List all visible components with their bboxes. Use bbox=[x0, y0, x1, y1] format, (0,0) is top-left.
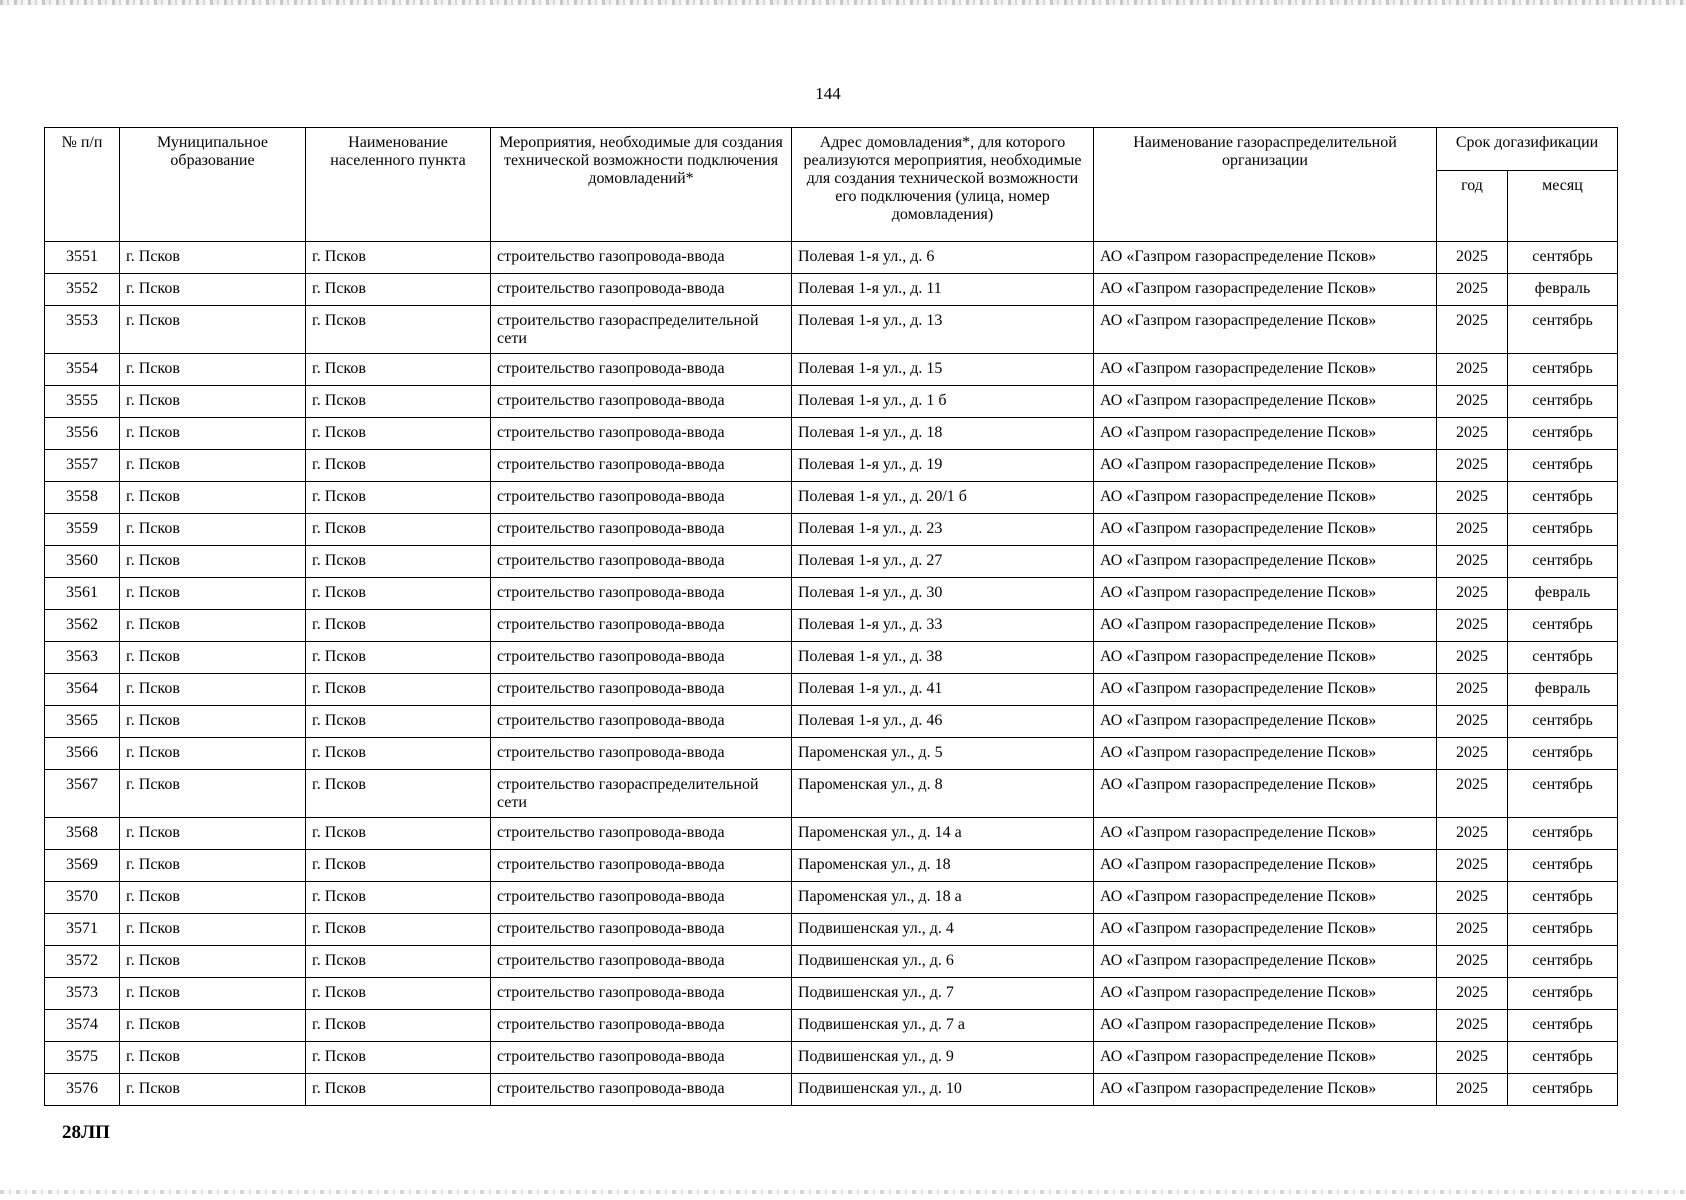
table-row bbox=[45, 274, 1618, 306]
table-row bbox=[45, 610, 1618, 642]
cell-municipality: г. Псков bbox=[120, 642, 306, 674]
header-num: № п/п bbox=[45, 128, 120, 242]
cell-settlement: г. Псков bbox=[306, 1042, 491, 1074]
cell-settlement: г. Псков bbox=[306, 770, 491, 818]
cell-year: 2025 bbox=[1437, 610, 1508, 642]
cell-measure: строительство газопровода-ввода bbox=[491, 274, 792, 306]
cell-year: 2025 bbox=[1437, 1010, 1508, 1042]
cell-year: 2025 bbox=[1437, 386, 1508, 418]
cell-year: 2025 bbox=[1437, 770, 1508, 818]
scan-edge-top bbox=[0, 0, 1686, 5]
cell-measure: строительство газопровода-ввода bbox=[491, 882, 792, 914]
table-row bbox=[45, 354, 1618, 386]
cell-organization: АО «Газпром газораспределение Псков» bbox=[1094, 450, 1437, 482]
cell-num: 3552 bbox=[45, 274, 120, 306]
cell-address: Полевая 1-я ул., д. 1 б bbox=[792, 386, 1094, 418]
cell-address: Пароменская ул., д. 18 а bbox=[792, 882, 1094, 914]
cell-measure: строительство газопровода-ввода bbox=[491, 706, 792, 738]
cell-organization: АО «Газпром газораспределение Псков» bbox=[1094, 674, 1437, 706]
cell-settlement: г. Псков bbox=[306, 514, 491, 546]
cell-month: сентябрь bbox=[1508, 482, 1618, 514]
cell-municipality: г. Псков bbox=[120, 306, 306, 354]
cell-municipality: г. Псков bbox=[120, 482, 306, 514]
cell-year: 2025 bbox=[1437, 818, 1508, 850]
table-row bbox=[45, 1042, 1618, 1074]
cell-organization: АО «Газпром газораспределение Псков» bbox=[1094, 914, 1437, 946]
cell-year: 2025 bbox=[1437, 450, 1508, 482]
cell-year: 2025 bbox=[1437, 482, 1508, 514]
cell-measure: строительство газопровода-ввода bbox=[491, 914, 792, 946]
cell-year: 2025 bbox=[1437, 306, 1508, 354]
cell-num: 3556 bbox=[45, 418, 120, 450]
cell-month: сентябрь bbox=[1508, 242, 1618, 274]
cell-num: 3554 bbox=[45, 354, 120, 386]
header-deadline: Срок догазификации bbox=[1437, 128, 1618, 171]
cell-month: сентябрь bbox=[1508, 1042, 1618, 1074]
cell-organization: АО «Газпром газораспределение Псков» bbox=[1094, 706, 1437, 738]
cell-municipality: г. Псков bbox=[120, 610, 306, 642]
cell-organization: АО «Газпром газораспределение Псков» bbox=[1094, 1010, 1437, 1042]
header-settlement: Наименование населенного пункта bbox=[306, 128, 491, 242]
cell-organization: АО «Газпром газораспределение Псков» bbox=[1094, 978, 1437, 1010]
cell-measure: строительство газопровода-ввода bbox=[491, 642, 792, 674]
cell-address: Пароменская ул., д. 18 bbox=[792, 850, 1094, 882]
cell-organization: АО «Газпром газораспределение Псков» bbox=[1094, 818, 1437, 850]
cell-settlement: г. Псков bbox=[306, 738, 491, 770]
cell-address: Полевая 1-я ул., д. 6 bbox=[792, 242, 1094, 274]
cell-settlement: г. Псков bbox=[306, 354, 491, 386]
table-row bbox=[45, 1010, 1618, 1042]
cell-year: 2025 bbox=[1437, 1074, 1508, 1106]
cell-year: 2025 bbox=[1437, 738, 1508, 770]
cell-address: Полевая 1-я ул., д. 33 bbox=[792, 610, 1094, 642]
cell-month: сентябрь bbox=[1508, 738, 1618, 770]
cell-municipality: г. Псков bbox=[120, 914, 306, 946]
cell-month: сентябрь bbox=[1508, 850, 1618, 882]
cell-municipality: г. Псков bbox=[120, 1010, 306, 1042]
cell-year: 2025 bbox=[1437, 514, 1508, 546]
cell-measure: строительство газопровода-ввода bbox=[491, 242, 792, 274]
cell-measure: строительство газопровода-ввода bbox=[491, 850, 792, 882]
cell-municipality: г. Псков bbox=[120, 818, 306, 850]
cell-num: 3565 bbox=[45, 706, 120, 738]
cell-organization: АО «Газпром газораспределение Псков» bbox=[1094, 578, 1437, 610]
cell-month: сентябрь bbox=[1508, 882, 1618, 914]
cell-address: Полевая 1-я ул., д. 13 bbox=[792, 306, 1094, 354]
cell-municipality: г. Псков bbox=[120, 354, 306, 386]
cell-address: Полевая 1-я ул., д. 15 bbox=[792, 354, 1094, 386]
cell-address: Пароменская ул., д. 14 а bbox=[792, 818, 1094, 850]
cell-settlement: г. Псков bbox=[306, 450, 491, 482]
cell-address: Подвишенская ул., д. 6 bbox=[792, 946, 1094, 978]
cell-settlement: г. Псков bbox=[306, 578, 491, 610]
cell-organization: АО «Газпром газораспределение Псков» bbox=[1094, 546, 1437, 578]
table-row bbox=[45, 242, 1618, 274]
table-row bbox=[45, 818, 1618, 850]
table-row bbox=[45, 946, 1618, 978]
table-row bbox=[45, 706, 1618, 738]
scan-edge-bottom bbox=[0, 1190, 1686, 1194]
cell-num: 3574 bbox=[45, 1010, 120, 1042]
table-row bbox=[45, 386, 1618, 418]
cell-measure: строительство газопровода-ввода bbox=[491, 1042, 792, 1074]
cell-settlement: г. Псков bbox=[306, 978, 491, 1010]
table-row bbox=[45, 642, 1618, 674]
table-row bbox=[45, 450, 1618, 482]
cell-settlement: г. Псков bbox=[306, 946, 491, 978]
cell-month: февраль bbox=[1508, 578, 1618, 610]
cell-municipality: г. Псков bbox=[120, 514, 306, 546]
cell-num: 3555 bbox=[45, 386, 120, 418]
cell-measure: строительство газопровода-ввода bbox=[491, 674, 792, 706]
cell-settlement: г. Псков bbox=[306, 306, 491, 354]
cell-organization: АО «Газпром газораспределение Псков» bbox=[1094, 1074, 1437, 1106]
table-row bbox=[45, 514, 1618, 546]
cell-address: Подвишенская ул., д. 4 bbox=[792, 914, 1094, 946]
cell-address: Полевая 1-я ул., д. 23 bbox=[792, 514, 1094, 546]
cell-organization: АО «Газпром газораспределение Псков» bbox=[1094, 946, 1437, 978]
cell-organization: АО «Газпром газораспределение Псков» bbox=[1094, 642, 1437, 674]
cell-month: сентябрь bbox=[1508, 610, 1618, 642]
cell-settlement: г. Псков bbox=[306, 274, 491, 306]
cell-num: 3563 bbox=[45, 642, 120, 674]
cell-year: 2025 bbox=[1437, 418, 1508, 450]
cell-month: сентябрь bbox=[1508, 946, 1618, 978]
cell-organization: АО «Газпром газораспределение Псков» bbox=[1094, 514, 1437, 546]
cell-municipality: г. Псков bbox=[120, 418, 306, 450]
cell-address: Подвишенская ул., д. 7 а bbox=[792, 1010, 1094, 1042]
cell-num: 3558 bbox=[45, 482, 120, 514]
cell-year: 2025 bbox=[1437, 946, 1508, 978]
cell-organization: АО «Газпром газораспределение Псков» bbox=[1094, 386, 1437, 418]
cell-year: 2025 bbox=[1437, 546, 1508, 578]
table-header bbox=[45, 128, 1618, 242]
cell-address: Полевая 1-я ул., д. 27 bbox=[792, 546, 1094, 578]
gasification-table bbox=[44, 127, 1618, 1106]
cell-address: Полевая 1-я ул., д. 38 bbox=[792, 642, 1094, 674]
cell-organization: АО «Газпром газораспределение Псков» bbox=[1094, 242, 1437, 274]
cell-num: 3576 bbox=[45, 1074, 120, 1106]
cell-organization: АО «Газпром газораспределение Псков» bbox=[1094, 274, 1437, 306]
cell-settlement: г. Псков bbox=[306, 642, 491, 674]
cell-measure: строительство газопровода-ввода bbox=[491, 1074, 792, 1106]
cell-num: 3553 bbox=[45, 306, 120, 354]
cell-address: Пароменская ул., д. 8 bbox=[792, 770, 1094, 818]
cell-measure: строительство газопровода-ввода bbox=[491, 354, 792, 386]
cell-num: 3575 bbox=[45, 1042, 120, 1074]
table-row bbox=[45, 1074, 1618, 1106]
cell-organization: АО «Газпром газораспределение Псков» bbox=[1094, 738, 1437, 770]
cell-num: 3570 bbox=[45, 882, 120, 914]
cell-num: 3551 bbox=[45, 242, 120, 274]
cell-settlement: г. Псков bbox=[306, 706, 491, 738]
cell-organization: АО «Газпром газораспределение Псков» bbox=[1094, 850, 1437, 882]
cell-month: февраль bbox=[1508, 674, 1618, 706]
cell-num: 3567 bbox=[45, 770, 120, 818]
cell-municipality: г. Псков bbox=[120, 978, 306, 1010]
cell-measure: строительство газопровода-ввода bbox=[491, 578, 792, 610]
cell-num: 3569 bbox=[45, 850, 120, 882]
cell-settlement: г. Псков bbox=[306, 242, 491, 274]
cell-year: 2025 bbox=[1437, 242, 1508, 274]
cell-year: 2025 bbox=[1437, 354, 1508, 386]
cell-municipality: г. Псков bbox=[120, 770, 306, 818]
cell-municipality: г. Псков bbox=[120, 450, 306, 482]
cell-measure: строительство газопровода-ввода bbox=[491, 450, 792, 482]
cell-settlement: г. Псков bbox=[306, 882, 491, 914]
header-municipality: Муниципальное образование bbox=[120, 128, 306, 242]
table-row bbox=[45, 418, 1618, 450]
cell-address: Полевая 1-я ул., д. 19 bbox=[792, 450, 1094, 482]
cell-year: 2025 bbox=[1437, 706, 1508, 738]
cell-address: Подвишенская ул., д. 10 bbox=[792, 1074, 1094, 1106]
cell-municipality: г. Псков bbox=[120, 546, 306, 578]
cell-organization: АО «Газпром газораспределение Псков» bbox=[1094, 770, 1437, 818]
cell-organization: АО «Газпром газораспределение Псков» bbox=[1094, 1042, 1437, 1074]
cell-municipality: г. Псков bbox=[120, 674, 306, 706]
cell-settlement: г. Псков bbox=[306, 818, 491, 850]
cell-year: 2025 bbox=[1437, 914, 1508, 946]
cell-municipality: г. Псков bbox=[120, 1074, 306, 1106]
table-row bbox=[45, 850, 1618, 882]
cell-measure: строительство газопровода-ввода bbox=[491, 738, 792, 770]
cell-year: 2025 bbox=[1437, 642, 1508, 674]
table-row bbox=[45, 578, 1618, 610]
cell-settlement: г. Псков bbox=[306, 914, 491, 946]
cell-year: 2025 bbox=[1437, 882, 1508, 914]
cell-num: 3560 bbox=[45, 546, 120, 578]
cell-municipality: г. Псков bbox=[120, 274, 306, 306]
cell-month: сентябрь bbox=[1508, 306, 1618, 354]
cell-num: 3572 bbox=[45, 946, 120, 978]
table-row bbox=[45, 482, 1618, 514]
cell-organization: АО «Газпром газораспределение Псков» bbox=[1094, 882, 1437, 914]
cell-month: сентябрь bbox=[1508, 354, 1618, 386]
cell-month: сентябрь bbox=[1508, 978, 1618, 1010]
header-month: месяц bbox=[1508, 171, 1618, 242]
footer-code: 28ЛП bbox=[62, 1122, 110, 1143]
cell-year: 2025 bbox=[1437, 674, 1508, 706]
table-row bbox=[45, 306, 1618, 354]
cell-address: Полевая 1-я ул., д. 41 bbox=[792, 674, 1094, 706]
cell-num: 3568 bbox=[45, 818, 120, 850]
cell-settlement: г. Псков bbox=[306, 610, 491, 642]
cell-municipality: г. Псков bbox=[120, 850, 306, 882]
cell-num: 3564 bbox=[45, 674, 120, 706]
cell-month: сентябрь bbox=[1508, 770, 1618, 818]
cell-measure: строительство газораспределительной сети bbox=[491, 306, 792, 354]
cell-num: 3559 bbox=[45, 514, 120, 546]
cell-measure: строительство газопровода-ввода bbox=[491, 482, 792, 514]
cell-measure: строительство газопровода-ввода bbox=[491, 818, 792, 850]
cell-municipality: г. Псков bbox=[120, 386, 306, 418]
cell-municipality: г. Псков bbox=[120, 738, 306, 770]
cell-measure: строительство газопровода-ввода bbox=[491, 946, 792, 978]
cell-address: Пароменская ул., д. 5 bbox=[792, 738, 1094, 770]
cell-num: 3573 bbox=[45, 978, 120, 1010]
cell-address: Подвишенская ул., д. 9 bbox=[792, 1042, 1094, 1074]
cell-month: сентябрь bbox=[1508, 514, 1618, 546]
cell-month: сентябрь bbox=[1508, 418, 1618, 450]
cell-month: сентябрь bbox=[1508, 450, 1618, 482]
header-measures: Мероприятия, необходимые для создания технической возможности подключения домовладений* bbox=[491, 128, 792, 242]
header-address: Адрес домовладения*, для которого реализуются мероприятия, необходимые для создания технической возможности его подключения (улица, номер домовладения) bbox=[792, 128, 1094, 242]
cell-measure: строительство газораспределительной сети bbox=[491, 770, 792, 818]
cell-settlement: г. Псков bbox=[306, 482, 491, 514]
cell-year: 2025 bbox=[1437, 1042, 1508, 1074]
table-row bbox=[45, 914, 1618, 946]
cell-measure: строительство газопровода-ввода bbox=[491, 610, 792, 642]
table-row bbox=[45, 738, 1618, 770]
cell-organization: АО «Газпром газораспределение Псков» bbox=[1094, 418, 1437, 450]
cell-organization: АО «Газпром газораспределение Псков» bbox=[1094, 354, 1437, 386]
cell-address: Полевая 1-я ул., д. 11 bbox=[792, 274, 1094, 306]
cell-month: сентябрь bbox=[1508, 546, 1618, 578]
cell-measure: строительство газопровода-ввода bbox=[491, 978, 792, 1010]
cell-month: сентябрь bbox=[1508, 1010, 1618, 1042]
cell-settlement: г. Псков bbox=[306, 386, 491, 418]
cell-year: 2025 bbox=[1437, 978, 1508, 1010]
table-row bbox=[45, 546, 1618, 578]
cell-organization: АО «Газпром газораспределение Псков» bbox=[1094, 610, 1437, 642]
cell-num: 3562 bbox=[45, 610, 120, 642]
cell-month: сентябрь bbox=[1508, 386, 1618, 418]
cell-address: Полевая 1-я ул., д. 18 bbox=[792, 418, 1094, 450]
cell-settlement: г. Псков bbox=[306, 418, 491, 450]
cell-month: сентябрь bbox=[1508, 706, 1618, 738]
cell-settlement: г. Псков bbox=[306, 1010, 491, 1042]
cell-measure: строительство газопровода-ввода bbox=[491, 1010, 792, 1042]
cell-num: 3566 bbox=[45, 738, 120, 770]
cell-municipality: г. Псков bbox=[120, 882, 306, 914]
cell-year: 2025 bbox=[1437, 274, 1508, 306]
cell-address: Полевая 1-я ул., д. 20/1 б bbox=[792, 482, 1094, 514]
cell-municipality: г. Псков bbox=[120, 1042, 306, 1074]
cell-month: сентябрь bbox=[1508, 914, 1618, 946]
cell-organization: АО «Газпром газораспределение Псков» bbox=[1094, 306, 1437, 354]
table-body bbox=[45, 242, 1618, 1106]
cell-month: февраль bbox=[1508, 274, 1618, 306]
cell-settlement: г. Псков bbox=[306, 546, 491, 578]
header-organization: Наименование газораспределительной организации bbox=[1094, 128, 1437, 242]
cell-settlement: г. Псков bbox=[306, 1074, 491, 1106]
cell-municipality: г. Псков bbox=[120, 578, 306, 610]
table-row bbox=[45, 882, 1618, 914]
cell-municipality: г. Псков bbox=[120, 706, 306, 738]
cell-num: 3557 bbox=[45, 450, 120, 482]
header-year: год bbox=[1437, 171, 1508, 242]
cell-measure: строительство газопровода-ввода bbox=[491, 386, 792, 418]
cell-measure: строительство газопровода-ввода bbox=[491, 418, 792, 450]
cell-month: сентябрь bbox=[1508, 818, 1618, 850]
cell-address: Полевая 1-я ул., д. 30 bbox=[792, 578, 1094, 610]
cell-settlement: г. Псков bbox=[306, 850, 491, 882]
cell-municipality: г. Псков bbox=[120, 242, 306, 274]
cell-year: 2025 bbox=[1437, 850, 1508, 882]
cell-organization: АО «Газпром газораспределение Псков» bbox=[1094, 482, 1437, 514]
page-number: 144 bbox=[815, 84, 841, 103]
cell-num: 3561 bbox=[45, 578, 120, 610]
cell-measure: строительство газопровода-ввода bbox=[491, 514, 792, 546]
cell-municipality: г. Псков bbox=[120, 946, 306, 978]
cell-month: сентябрь bbox=[1508, 642, 1618, 674]
cell-measure: строительство газопровода-ввода bbox=[491, 546, 792, 578]
cell-num: 3571 bbox=[45, 914, 120, 946]
cell-address: Подвишенская ул., д. 7 bbox=[792, 978, 1094, 1010]
cell-year: 2025 bbox=[1437, 578, 1508, 610]
table-row bbox=[45, 978, 1618, 1010]
table-row bbox=[45, 770, 1618, 818]
cell-address: Полевая 1-я ул., д. 46 bbox=[792, 706, 1094, 738]
table-row bbox=[45, 674, 1618, 706]
cell-settlement: г. Псков bbox=[306, 674, 491, 706]
cell-month: сентябрь bbox=[1508, 1074, 1618, 1106]
